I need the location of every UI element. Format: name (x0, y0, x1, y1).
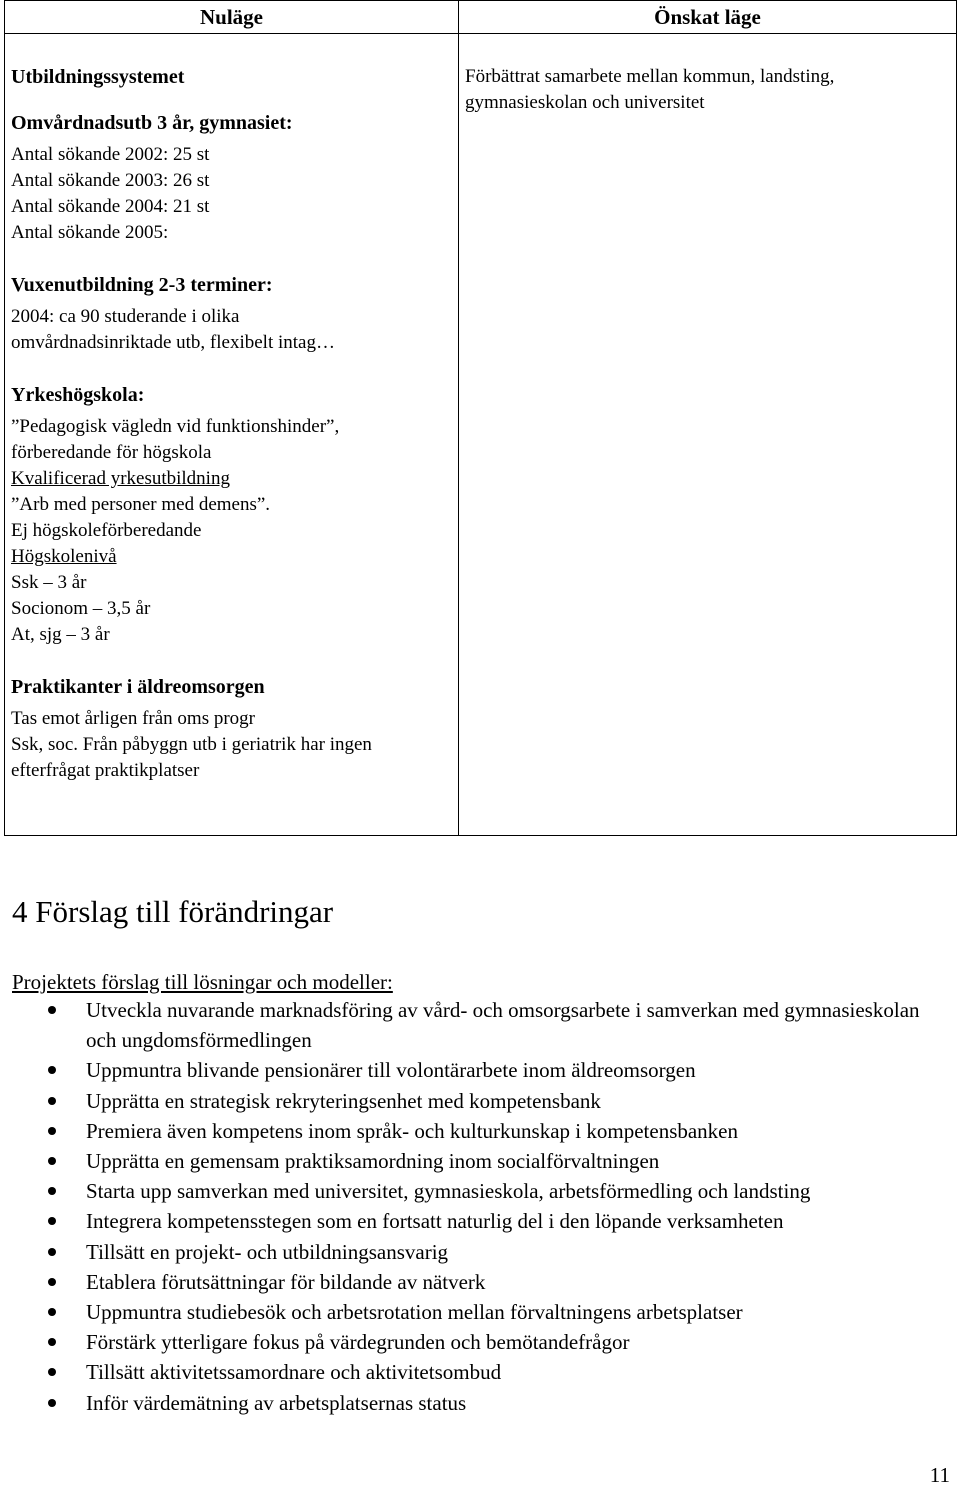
list-item (0, 1357, 955, 1387)
bullet-icon (48, 1157, 56, 1165)
list-item (0, 1055, 955, 1085)
list-item-text: Tillsätt aktivitetssamordnare och aktivitetsombud (86, 1360, 502, 1385)
bullet-icon (48, 1338, 56, 1346)
education-system-title: Utbildningssystemet (11, 66, 185, 88)
list-item (0, 1086, 955, 1116)
section-subheading: Projektets förslag till lösningar och modeller: (12, 970, 393, 994)
section-heading: 4 Förslag till förändringar (12, 894, 334, 929)
desired-text (465, 64, 950, 116)
desired-line: gymnasieskolan och universitet (465, 92, 705, 113)
desired-state-cell (459, 34, 957, 836)
list-item-text: Premiera även kompetens inom språk- och kulturkunskap i kompetensbanken (86, 1118, 739, 1143)
adult-education-line: 2004: ca 90 studerande i olika (11, 306, 240, 327)
status-table (4, 0, 957, 836)
bullet-icon (48, 1097, 56, 1105)
list-item (0, 1297, 955, 1327)
list-item (0, 995, 955, 1055)
list-item-text: Uppmuntra blivande pensionärer till volontärarbete inom äldreomsorgen (86, 1058, 696, 1083)
current-state-cell (5, 34, 459, 836)
bullet-icon (48, 1187, 56, 1195)
list-item-text: Tillsätt en projekt- och utbildningsansvarig (86, 1239, 449, 1264)
university-level-title: Högskolenivå (11, 546, 117, 567)
list-item-text: Utveckla nuvarande marknadsföring av vård- och omsorgsarbete i samverkan med gymnasieskolan och ungdomsförmedlingen (86, 998, 920, 1053)
page-number: 11 (929, 1463, 950, 1487)
university-line: Socionom – 3,5 år (11, 598, 151, 619)
adult-education-text (11, 304, 452, 356)
interns-title: Praktikanter i äldreomsorgen (11, 676, 265, 698)
list-item (0, 1388, 955, 1418)
list-item (0, 1206, 955, 1236)
vocational-line: förberedande för högskola (11, 442, 212, 463)
vocational-college-title: Yrkeshögskola: (11, 384, 145, 406)
list-item (0, 1237, 955, 1267)
qualified-line: ”Arb med personer med demens”. (11, 494, 271, 515)
list-item (0, 1146, 955, 1176)
list-item (0, 1176, 955, 1206)
university-line: Ssk – 3 år (11, 572, 87, 593)
applicants-line: Antal sökande 2002: 25 st (11, 144, 210, 165)
applicants-line: Antal sökande 2004: 21 st (11, 196, 210, 217)
interns-line: Tas emot årligen från oms progr (11, 708, 256, 729)
list-item (0, 1327, 955, 1357)
list-item (0, 1267, 955, 1297)
university-line: At, sjg – 3 år (11, 624, 110, 645)
list-item-text: Integrera kompetensstegen som en fortsatt naturlig del i den löpande verksamheten (86, 1209, 784, 1234)
interns-line: efterfrågat praktikplatser (11, 760, 200, 781)
applicants-line: Antal sökande 2005: (11, 222, 169, 243)
vocational-college-text (11, 414, 452, 648)
bullet-icon (48, 1066, 56, 1074)
bullet-icon (48, 1368, 56, 1376)
applicants-list (11, 142, 452, 246)
bullet-icon (48, 1006, 56, 1014)
qualified-vocational-title: Kvalificerad yrkesutbildning (11, 468, 230, 489)
adult-education-line: omvårdnadsinriktade utb, flexibelt intag… (11, 332, 335, 353)
bullet-icon (48, 1278, 56, 1286)
list-item (0, 1116, 955, 1146)
bullet-icon (48, 1308, 56, 1316)
header-desired: Önskat läge (459, 1, 957, 34)
vocational-line: ”Pedagogisk vägledn vid funktionshinder”, (11, 416, 340, 437)
interns-line: Ssk, soc. Från påbyggn utb i geriatrik har ingen (11, 734, 372, 755)
qualified-line: Ej högskoleförberedande (11, 520, 202, 541)
list-item-text: Upprätta en gemensam praktiksamordning inom socialförvaltningen (86, 1149, 660, 1174)
list-item-text: Förstärk ytterligare fokus på värdegrunden och bemötandefrågor (86, 1330, 630, 1355)
bullet-icon (48, 1217, 56, 1225)
applicants-line: Antal sökande 2003: 26 st (11, 170, 210, 191)
header-current: Nuläge (5, 1, 459, 34)
proposal-list (0, 995, 955, 1418)
interns-text (11, 706, 452, 784)
desired-line: Förbättrat samarbete mellan kommun, landsting, (465, 66, 835, 87)
list-item-text: Starta upp samverkan med universitet, gymnasieskola, arbetsförmedling och landsting (86, 1179, 811, 1204)
bullet-icon (48, 1127, 56, 1135)
list-item-text: Etablera förutsättningar för bildande av nätverk (86, 1269, 486, 1294)
adult-education-title: Vuxenutbildning 2-3 terminer: (11, 274, 273, 296)
list-item-text: Inför värdemätning av arbetsplatsernas status (86, 1390, 467, 1415)
nursing-education-title: Omvårdnadsutb 3 år, gymnasiet: (11, 112, 293, 134)
list-item-text: Uppmuntra studiebesök och arbetsrotation mellan förvaltningens arbetsplatser (86, 1300, 743, 1325)
bullet-icon (48, 1399, 56, 1407)
list-item-text: Upprätta en strategisk rekryteringsenhet med kompetensbank (86, 1088, 601, 1113)
bullet-icon (48, 1248, 56, 1256)
